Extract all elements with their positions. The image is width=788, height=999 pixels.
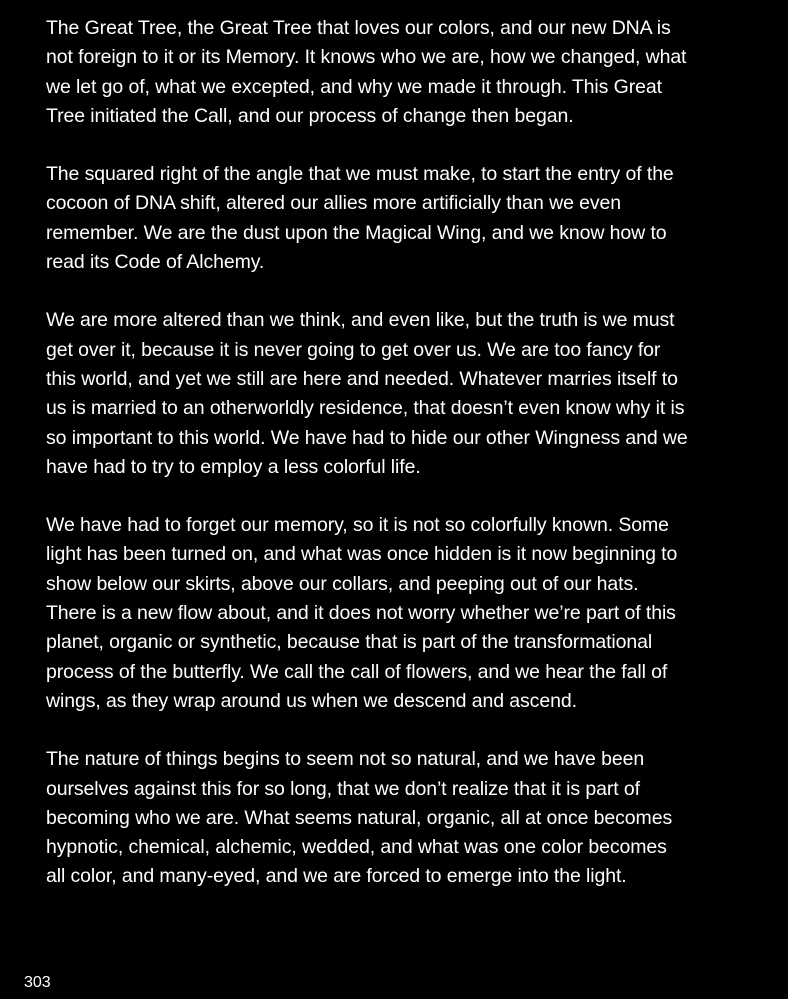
text-line: so important to this world. We have had to hide our other Wingness and we — [46, 426, 688, 449]
text-line: cocoon of DNA shift, altered our allies more artificially than we even — [46, 192, 622, 215]
text-line: not foreign to it or its Memory. It knows who we are, how we changed, what — [46, 46, 687, 69]
text-line: We have had to forget our memory, so it is not so colorfully known. Some — [46, 514, 669, 537]
text-line: remember. We are the dust upon the Magical Wing, and we know how to — [46, 221, 667, 244]
text-line: The nature of things begins to seem not so natural, and we have been — [46, 748, 645, 771]
paragraph-5 — [46, 745, 746, 891]
text-line: wings, as they wrap around us when we descend and ascend. — [46, 689, 577, 712]
paragraph-3 — [46, 306, 746, 482]
text-line: this world, and yet we still are here and needed. Whatever marries itself to — [46, 367, 678, 390]
text-line: becoming who we are. What seems natural, organic, all at once becomes — [46, 806, 673, 829]
text-line: show below our skirts, above our collars, and peeping out of our hats. — [46, 572, 639, 595]
text-line: all color, and many-eyed, and we are forced to emerge into the light. — [46, 865, 627, 888]
text-line: The squared right of the angle that we must make, to start the entry of the — [46, 163, 674, 186]
text-line: process of the butterfly. We call the call of flowers, and we hear the fall of — [46, 660, 668, 683]
text-line: have had to try to employ a less colorful life. — [46, 455, 421, 478]
text-line: read its Code of Alchemy. — [46, 251, 265, 274]
text-line: light has been turned on, and what was once hidden is it now beginning to — [46, 543, 678, 566]
text-line: There is a new flow about, and it does not worry whether we’re part of this — [46, 602, 676, 625]
text-line: hypnotic, chemical, alchemic, wedded, and what was one color becomes — [46, 836, 667, 859]
text-line: We are more altered than we think, and even like, but the truth is we must — [46, 309, 675, 332]
paragraph-4 — [46, 511, 746, 716]
text-line: us is married to an otherworldly residence, that doesn’t even know why it is — [46, 397, 685, 420]
paragraph-2 — [46, 160, 746, 277]
page-number: 303 — [24, 974, 51, 991]
text-line: we let go of, what we excepted, and why we made it through. This Great — [46, 75, 662, 98]
text-line: The Great Tree, the Great Tree that loves our colors, and our new DNA is — [46, 17, 671, 39]
body-text — [46, 14, 746, 921]
text-line: ourselves against this for so long, that we don’t realize that it is part of — [46, 777, 640, 800]
text-line: get over it, because it is never going to get over us. We are too fancy for — [46, 338, 661, 361]
text-line: planet, organic or synthetic, because that is part of the transformational — [46, 631, 653, 654]
text-line: Tree initiated the Call, and our process of change then began. — [46, 104, 574, 127]
paragraph-1 — [46, 14, 746, 131]
